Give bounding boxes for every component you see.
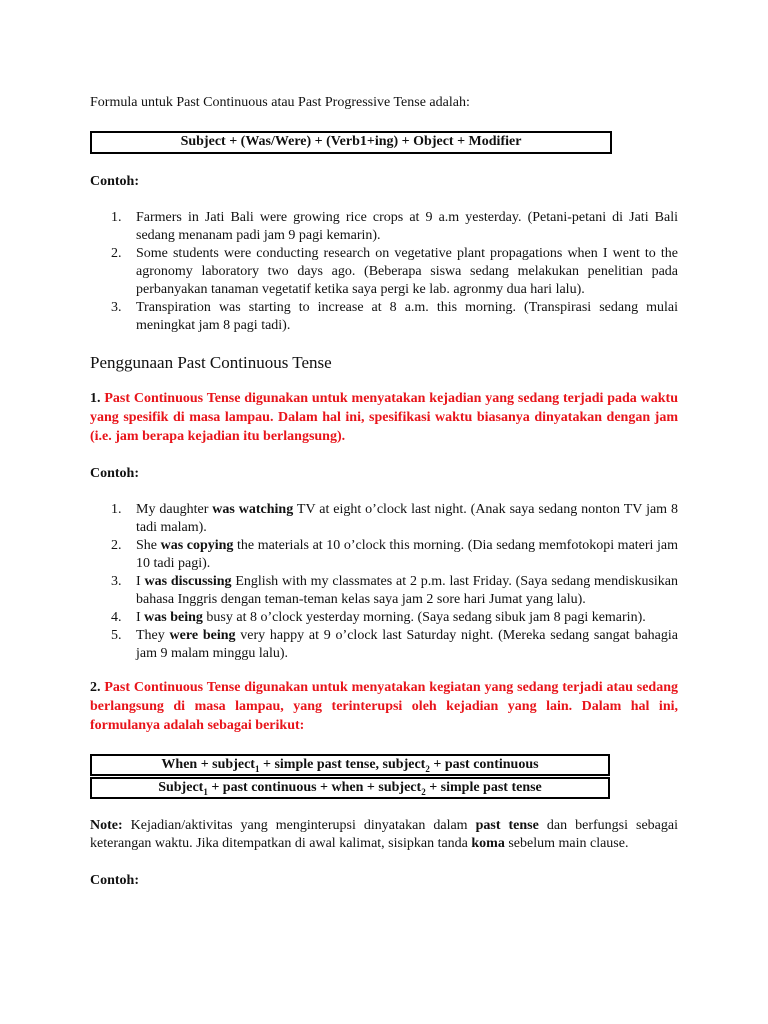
formula-box-main: Subject + (Was/Were) + (Verb1+ing) + Object + Modifier <box>90 131 612 154</box>
intro-text: Formula untuk Past Continuous atau Past Progressive Tense adalah: <box>90 95 470 110</box>
example-label: Contoh: <box>90 174 140 189</box>
list-item: 3. Transpiration was starting to increase at 8 a.m. this morning. (Transpirasi sedang mulai meningkat jam 8 pagi tadi). <box>111 300 678 333</box>
usage-rule-1: 1. Past Continuous Tense digunakan untuk menyatakan kejadian yang sedang terjadi pada waktu yang spesifik di masa lampau. Dalam hal ini, spesifikasi waktu biasanya dinyatakan dengan jam (i.e. jam berapa kejadian itu berlangsung). <box>90 391 678 444</box>
formula-box-subject-first: Subject$_1$ + past continuous + when + subject$_2$ + simple past tense <box>90 777 610 799</box>
example-label: Contoh: <box>90 466 140 481</box>
document-page <box>90 94 678 890</box>
list-item: 2. Some students were conducting research on vegetative plant propagations when I went to the agronomy laboratory two days ago. (Beberapa siswa sedang melakukan penelitian pada perbanyakan tanaman vegetatif ketika saya pergi ke lab. agronmy dua hari lalu). <box>111 246 678 297</box>
example-list-2 <box>90 501 678 663</box>
list-item: 1. Farmers in Jati Bali were growing rice crops at 9 a.m yesterday. (Petani-petani di Jati Bali sedang menanam padi jam 9 pagi kemarin). <box>111 210 678 243</box>
list-item: 4. I was being busy at 8 o’clock yesterday morning. (Saya sedang sibuk jam 8 pagi kemarin). <box>111 610 646 625</box>
example-list-1 <box>90 209 678 335</box>
formula-box-when-first: When + subject$_1$ + simple past tense, subject$_2$ + past continuous <box>90 754 610 776</box>
list-item: 3. I was discussing English with my classmates at 2 p.m. last Friday. (Saya sedang mendiskusikan bahasa Inggris dengan teman-teman kelas saya jam 2 sore hari Jumat yang lalu). <box>111 574 679 607</box>
note-paragraph: Note: Kejadian/aktivitas yang menginterupsi dinyatakan dalam past tense dan berfungsi sebagai keterangan waktu. Jika ditempatkan di awal kalimat, sisipkan tanda koma sebelum main clause. <box>90 818 678 851</box>
example-label: Contoh: <box>90 873 140 888</box>
section-heading: Penggunaan Past Continuous Tense <box>90 353 332 372</box>
formula-box-group <box>90 754 610 799</box>
list-item: 5. They were being very happy at 9 o’clock last Saturday night. (Mereka sedang sangat bahagia jam 9 malam minggu lalu). <box>111 628 679 661</box>
usage-rule-2: 2. Past Continuous Tense digunakan untuk menyatakan kegiatan yang sedang terjadi atau sedang berlangsung di masa lampau, yang terinterupsi oleh kejadian yang lain. Dalam hal ini, formulanya adalah sebagai berikut: <box>90 680 678 733</box>
list-item: 1. My daughter was watching TV at eight o’clock last night. (Anak saya sedang nonton TV jam 8 tadi malam). <box>111 502 678 535</box>
list-item: 2. She was copying the materials at 10 o’clock this morning. (Dia sedang memfotokopi materi jam 10 tadi pagi). <box>111 538 679 571</box>
